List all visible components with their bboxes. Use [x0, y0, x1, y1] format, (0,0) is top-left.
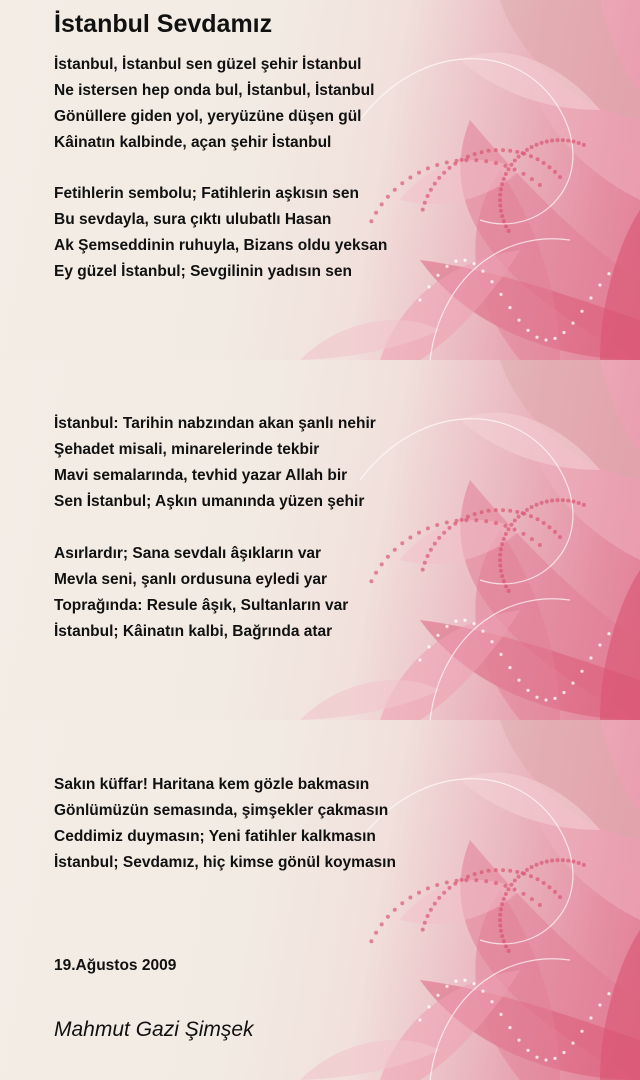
verse-line: İstanbul; Sevdamız, hiç kimse gönül koymasın — [54, 854, 396, 871]
verse-line: Gönüllere giden yol, yeryüzüne düşen gül — [54, 108, 362, 125]
verse-line: Mevla seni, şanlı ordusuna eyledi yar — [54, 571, 328, 588]
poem-title: İstanbul Sevdamız — [54, 10, 273, 38]
verse-line: Kâinatın kalbinde, açan şehir İstanbul — [54, 134, 332, 151]
verse-line: Gönlümüzün semasında, şimşekler çakmasın — [54, 802, 389, 819]
verse-line: Sakın küffar! Haritana kem gözle bakmasın — [54, 776, 370, 793]
verse-line: Şehadet misali, minarelerinde tekbir — [54, 441, 320, 458]
verse-line: Asırlardır; Sana sevdalı âşıkların var — [54, 545, 322, 562]
verse-line: İstanbul, İstanbul sen güzel şehir İstanbul — [54, 56, 362, 73]
verse-line: İstanbul: Tarihin nabzından akan şanlı nehir — [54, 415, 376, 432]
verse-line: Fetihlerin sembolu; Fatihlerin aşkısın sen — [54, 185, 359, 202]
verse-line: Mavi semalarında, tevhid yazar Allah bir — [54, 467, 348, 484]
poem-author: Mahmut Gazi Şimşek — [54, 1018, 254, 1041]
verse-line: Ne istersen hep onda bul, İstanbul, İstanbul — [54, 82, 375, 99]
stanza — [54, 541, 348, 645]
poem-date: 19.Ağustos 2009 — [54, 957, 177, 974]
stanza — [54, 411, 376, 515]
stanza — [54, 52, 374, 156]
verse-line: Ak Şemseddinin ruhuyla, Bizans oldu yeksan — [54, 237, 388, 254]
verse-line: Sen İstanbul; Aşkın umanında yüzen şehir — [54, 493, 365, 510]
stanza — [54, 772, 396, 876]
stanza — [54, 181, 387, 285]
verse-line: Bu sevdayla, sura çıktı ulubatlı Hasan — [54, 211, 332, 228]
verse-line: Ey güzel İstanbul; Sevgilinin yadısın sen — [54, 263, 353, 280]
verse-line: İstanbul; Kâinatın kalbi, Bağrında atar — [54, 623, 333, 640]
verse-line: Ceddimiz duymasın; Yeni fatihler kalkmasın — [54, 828, 376, 845]
verse-line: Toprağında: Resule âşık, Sultanların var — [54, 597, 349, 614]
